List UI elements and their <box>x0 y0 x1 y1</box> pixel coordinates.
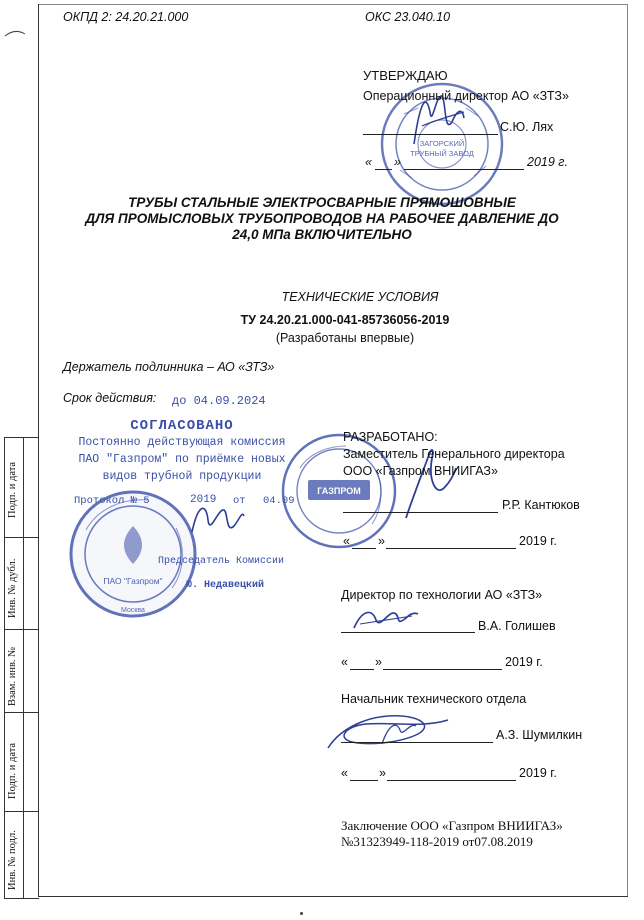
side-row-dup-inv <box>5 538 39 630</box>
agreed-chair-name: Ю. Недавецкий <box>186 580 265 591</box>
tech-director-position: Директор по технологии АО «ЗТЗ» <box>341 588 543 602</box>
doc-title-line2: ДЛЯ ПРОМЫСЛОВЫХ ТРУБОПРОВОДОВ НА РАБОЧЕЕ ДАВЛЕНИЕ ДО <box>85 211 559 226</box>
tech-director-date-close: » <box>375 655 382 669</box>
svg-text:Москва: Москва <box>121 607 145 614</box>
svg-text:ПАО "Газпром": ПАО "Газпром" <box>103 576 163 586</box>
approve-signature-line <box>363 134 498 135</box>
tech-head-position: Начальник технического отдела <box>341 692 527 706</box>
side-label-sign-date-2: Подп. и дата <box>7 742 18 799</box>
tech-director-year: 2019 г. <box>505 655 543 669</box>
frame-bottom-line <box>38 896 628 897</box>
side-row-orig-inv <box>5 812 39 897</box>
agreed-from-date: 04.09 <box>263 495 295 507</box>
approve-name: С.Ю. Лях <box>500 120 554 134</box>
conclusion-line1: Заключение ООО «Газпром ВНИИГАЗ» <box>341 818 563 833</box>
tech-director-date-open: « <box>341 655 348 669</box>
developed-org: ООО «Газпром ВНИИГАЗ» <box>343 464 498 478</box>
spec-note: (Разработаны впервые) <box>275 331 415 345</box>
side-row-sign-date-1 <box>5 438 39 538</box>
tech-head-date-close: » <box>379 766 386 780</box>
tech-head-date-open: « <box>341 766 348 780</box>
tech-director-signature <box>350 604 420 634</box>
doc-title-line3: 24,0 МПа ВКЛЮЧИТЕЛЬНО <box>232 227 412 242</box>
frame-top-line <box>38 4 628 5</box>
agreed-chair: Председатель Комиссии <box>158 556 285 567</box>
tech-head-year: 2019 г. <box>519 766 557 780</box>
agreed-line2: ПАО "Газпром" по приёмке новых <box>78 453 286 466</box>
tech-head-signature-line <box>341 742 493 743</box>
svg-text:ГАЗПРОМ: ГАЗПРОМ <box>317 486 361 496</box>
gazprom-commission-seal <box>68 488 198 620</box>
original-holder: Держатель подлинника – АО «ЗТЗ» <box>63 360 275 374</box>
tech-head-name: А.З. Шумилкин <box>496 728 583 742</box>
doc-title-line1: ТРУБЫ СТАЛЬНЫЕ ЭЛЕКТРОСВАРНЫЕ ПРЯМОШОВНЫЕ <box>128 195 516 210</box>
side-label-orig-inv: Инв. № подл. <box>7 830 18 890</box>
bottom-dot-mark <box>300 912 303 915</box>
okpd-code: ОКПД 2: 24.20.21.000 <box>63 10 189 24</box>
tech-director-signature-line <box>341 632 475 633</box>
developed-year: 2019 г. <box>519 534 557 548</box>
tech-director-month-line <box>383 669 502 670</box>
oks-code: ОКС 23.040.10 <box>365 10 451 24</box>
tech-director-name: В.А. Голишев <box>478 619 556 633</box>
conclusion-line2: №31323949-118-2019 от07.08.2019 <box>341 834 533 849</box>
developed-date-close: » <box>378 534 385 548</box>
spec-number: ТУ 24.20.21.000-041-85736056-2019 <box>240 313 450 327</box>
developed-signature-line <box>343 512 498 513</box>
side-row-sign-date-2 <box>5 713 39 812</box>
developed-name: Р.Р. Кантюков <box>502 498 580 512</box>
approve-position: Операционный директор АО «ЗТЗ» <box>363 89 569 103</box>
developed-heading: РАЗРАБОТАНО: <box>343 430 438 444</box>
side-row-replace-inv <box>5 630 39 713</box>
tech-director-day-line <box>350 669 374 670</box>
developed-day-line <box>352 548 376 549</box>
agreed-protocol: Протокол № 5 <box>74 495 150 507</box>
approve-day-line <box>375 169 392 170</box>
agreed-line1: Постоянно действующая комиссия <box>78 436 286 449</box>
approve-date-close: » <box>394 155 401 169</box>
side-label-sign-date-1: Подп. и дата <box>7 461 18 518</box>
developed-date-open: « <box>343 534 350 548</box>
corner-mark-icon <box>4 28 26 38</box>
agreed-line3: видов трубной продукции <box>102 470 262 483</box>
approve-heading: УТВЕРЖДАЮ <box>363 68 448 83</box>
validity-value: до 04.09.2024 <box>172 394 266 408</box>
tech-head-signature <box>322 706 452 756</box>
side-label-dup-inv: Инв. № дубл. <box>7 558 18 618</box>
svg-text:ТРУБНЫЙ ЗАВОД: ТРУБНЫЙ ЗАВОД <box>410 149 474 158</box>
tech-head-month-line <box>387 780 516 781</box>
approve-month-line <box>404 169 524 170</box>
agreed-from: от <box>233 495 246 507</box>
frame-right-line <box>627 4 628 897</box>
side-label-replace-inv: Взам. инв. № <box>7 646 18 706</box>
side-registration-table <box>4 437 39 899</box>
spec-type: ТЕХНИЧЕСКИЕ УСЛОВИЯ <box>281 290 439 304</box>
approve-year: 2019 г. <box>527 155 568 169</box>
tech-head-day-line <box>350 780 378 781</box>
approve-date-open: « <box>365 155 372 169</box>
agreed-heading: СОГЛАСОВАНО <box>130 418 234 434</box>
developed-month-line <box>386 548 516 549</box>
agreed-protocol-year: 2019 <box>190 494 217 506</box>
validity-label: Срок действия: <box>63 391 157 405</box>
developed-position: Заместитель Генерального директора <box>343 447 565 461</box>
svg-text:ЗАГОРСКИЙ: ЗАГОРСКИЙ <box>419 139 465 148</box>
commission-chair-signature <box>188 498 248 542</box>
